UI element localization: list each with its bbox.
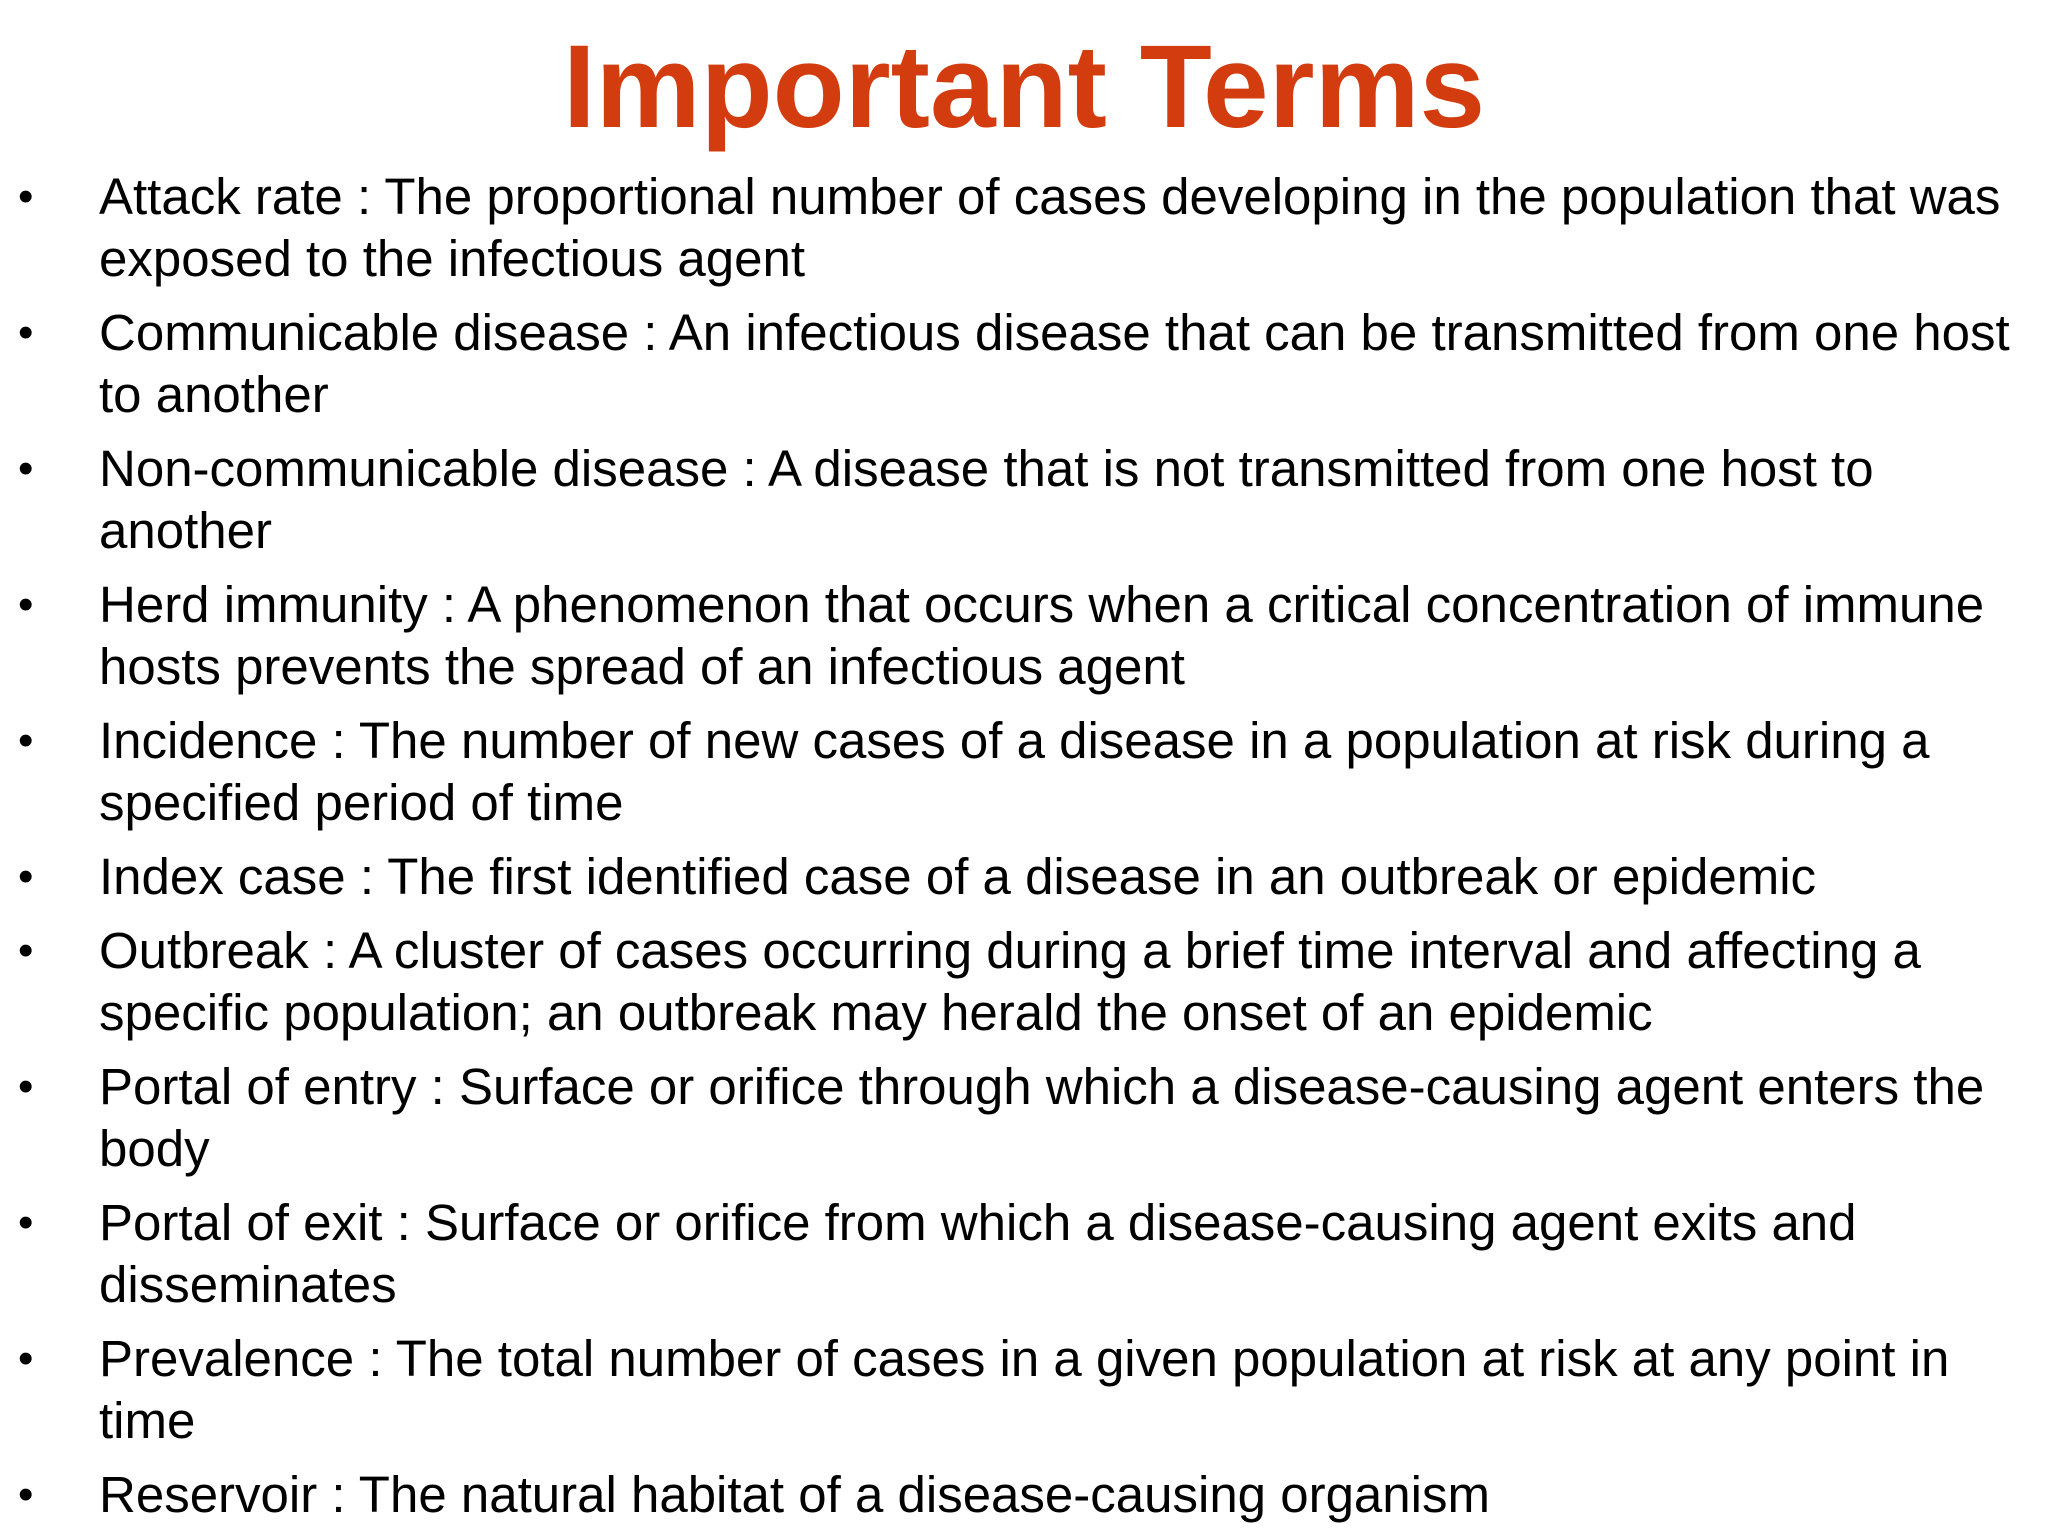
term-text: Attack rate : The proportional number of cases developing in the population that was exposed to the infectious agent [99, 168, 2001, 287]
term-text: Index case : The first identified case of a disease in an outbreak or epidemic [99, 848, 1817, 905]
term-portal-of-entry [0, 1056, 2048, 1180]
term-incidence [0, 710, 2048, 834]
term-reservoir [0, 1464, 2048, 1526]
bullet-icon: • [18, 716, 34, 765]
bullet-icon: • [18, 308, 34, 357]
term-text: Reservoir : The natural habitat of a disease-causing organism [99, 1466, 1490, 1523]
term-portal-of-exit [0, 1192, 2048, 1316]
slide-title: Important Terms [562, 21, 1486, 153]
term-prevalence [0, 1328, 2048, 1452]
term-text: Portal of exit : Surface or orifice from which a disease-causing agent exits and disseminates [99, 1194, 1857, 1313]
bullet-icon: • [18, 1198, 34, 1247]
term-non-communicable-disease [0, 438, 2048, 562]
term-communicable-disease [0, 302, 2048, 426]
term-text: Non-communicable disease : A disease that is not transmitted from one host to another [99, 440, 1874, 559]
term-text: Outbreak : A cluster of cases occurring during a brief time interval and affecting a specific population; an outbreak may herald the onset of an epidemic [99, 922, 1921, 1041]
bullet-icon: • [18, 580, 34, 629]
term-attack-rate [0, 166, 2048, 290]
term-herd-immunity [0, 574, 2048, 698]
term-text: Herd immunity : A phenomenon that occurs when a critical concentration of immune hosts prevents the spread of an infectious agent [99, 576, 1985, 695]
term-index-case [0, 846, 2048, 908]
bullet-icon: • [18, 1334, 34, 1383]
term-outbreak [0, 920, 2048, 1044]
term-text: Incidence : The number of new cases of a disease in a population at risk during a specified period of time [99, 712, 1930, 831]
bullet-icon: • [18, 172, 34, 221]
bullet-icon: • [18, 444, 34, 493]
bullet-icon: • [18, 1062, 34, 1111]
term-text: Communicable disease : An infectious disease that can be transmitted from one host to another [99, 304, 2010, 423]
term-text: Portal of entry : Surface or orifice through which a disease-causing agent enters the body [99, 1058, 1985, 1177]
bullet-icon: • [18, 1470, 34, 1519]
term-text: Prevalence : The total number of cases in a given population at risk at any point in time [99, 1330, 1950, 1449]
terms-list [0, 166, 2048, 1538]
bullet-icon: • [18, 852, 34, 901]
bullet-icon: • [18, 926, 34, 975]
